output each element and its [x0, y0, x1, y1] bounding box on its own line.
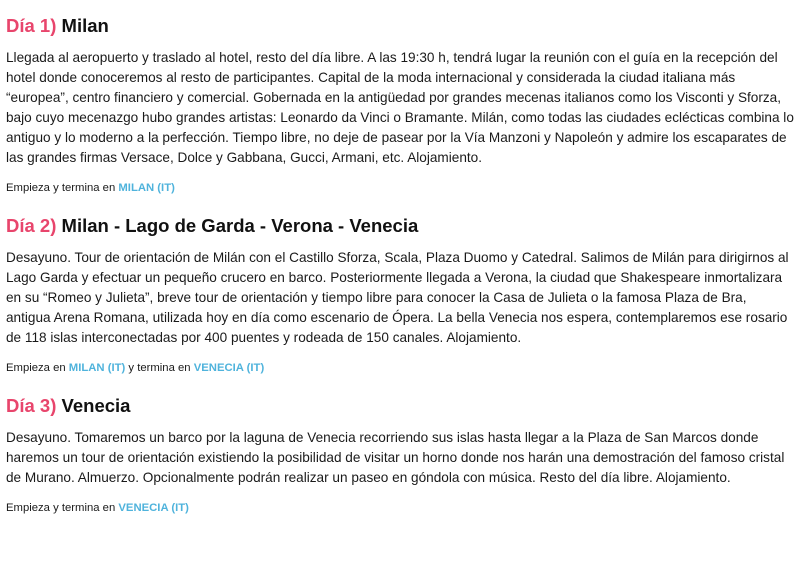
- day-route: [6, 180, 794, 196]
- route-text: Empieza y termina en: [6, 182, 119, 194]
- day-title: [6, 214, 794, 238]
- day-description: Llegada al aeropuerto y traslado al hotel, resto del día libre. A las 19:30 h, tendrá lugar la reunión con el guía en la recepción del hotel donde conoceremos al resto de participantes. Capital de la moda internacional y considerada la ciudad italiana más “europea”, centro financiero y comercial. Gobernada en la antigüedad por grandes mecenas italianos como los Visconti y Sforza, bajo cuyo mecenazgo hubo grandes artistas: Leonardo da Vinci o Bramante. Milán, como todas las ciudades eclécticas combina lo antiguo y lo moderno a la perfección. Tiempo libre, no deje de pasear por la Vía Manzoni y Napoleón y admire los escaparates de las grandes firmas Versace, Dolce y Gabbana, Gucci, Armani, etc. Alojamiento.: [6, 50, 794, 165]
- day-1: [6, 14, 794, 196]
- day-number: Día 3): [6, 395, 57, 416]
- day-destination: Venecia: [61, 395, 131, 416]
- route-text: Empieza en: [6, 362, 69, 374]
- day-route: [6, 360, 794, 376]
- day-destination: Milan - Lago de Garda - Verona - Venecia: [61, 215, 419, 236]
- city-link-milan[interactable]: MILAN (IT): [118, 182, 175, 194]
- day-description: Desayuno. Tour de orientación de Milán con el Castillo Sforza, Scala, Plaza Duomo y Catedral. Salimos de Milán para dirigirnos al Lago Garda y efectuar un pequeño crucero en barco. Posteriormente llegada a Verona, la ciudad que Shakespeare inmortalizara en su “Romeo y Julieta”, breve tour de orientación y tiempo libre para conocer la Casa de Julieta o la famosa Plaza de Bra, antigua Arena Romana, utilizada hoy en día como escenario de Ópera. La bella Venecia nos espera, contemplaremos ese rosario de 118 islas interconectadas por 400 puentes y rodeada de 150 canales. Alojamiento.: [6, 250, 789, 345]
- day-2: [6, 214, 794, 376]
- day-number: Día 2): [6, 215, 57, 236]
- day-number: Día 1): [6, 15, 57, 36]
- day-title: [6, 394, 794, 418]
- route-text: Empieza y termina en: [6, 502, 119, 514]
- city-link-venecia[interactable]: VENECIA (IT): [118, 502, 189, 514]
- day-route: [6, 500, 794, 516]
- city-link-venecia[interactable]: VENECIA (IT): [193, 362, 265, 374]
- city-link-milan[interactable]: MILAN (IT): [68, 362, 126, 374]
- route-text: y termina en: [125, 362, 194, 374]
- day-destination: Milan: [61, 15, 109, 36]
- day-3: [6, 394, 794, 516]
- day-title: [6, 14, 794, 38]
- day-description: Desayuno. Tomaremos un barco por la laguna de Venecia recorriendo sus islas hasta llegar a la Plaza de San Marcos donde haremos un tour de orientación existiendo la posibilidad de visitar un horno donde nos harán una demostración del famoso cristal de Murano. Almuerzo. Opcionalmente podrán realizar un paseo en góndola con música. Resto del día libre. Alojamiento.: [6, 430, 785, 485]
